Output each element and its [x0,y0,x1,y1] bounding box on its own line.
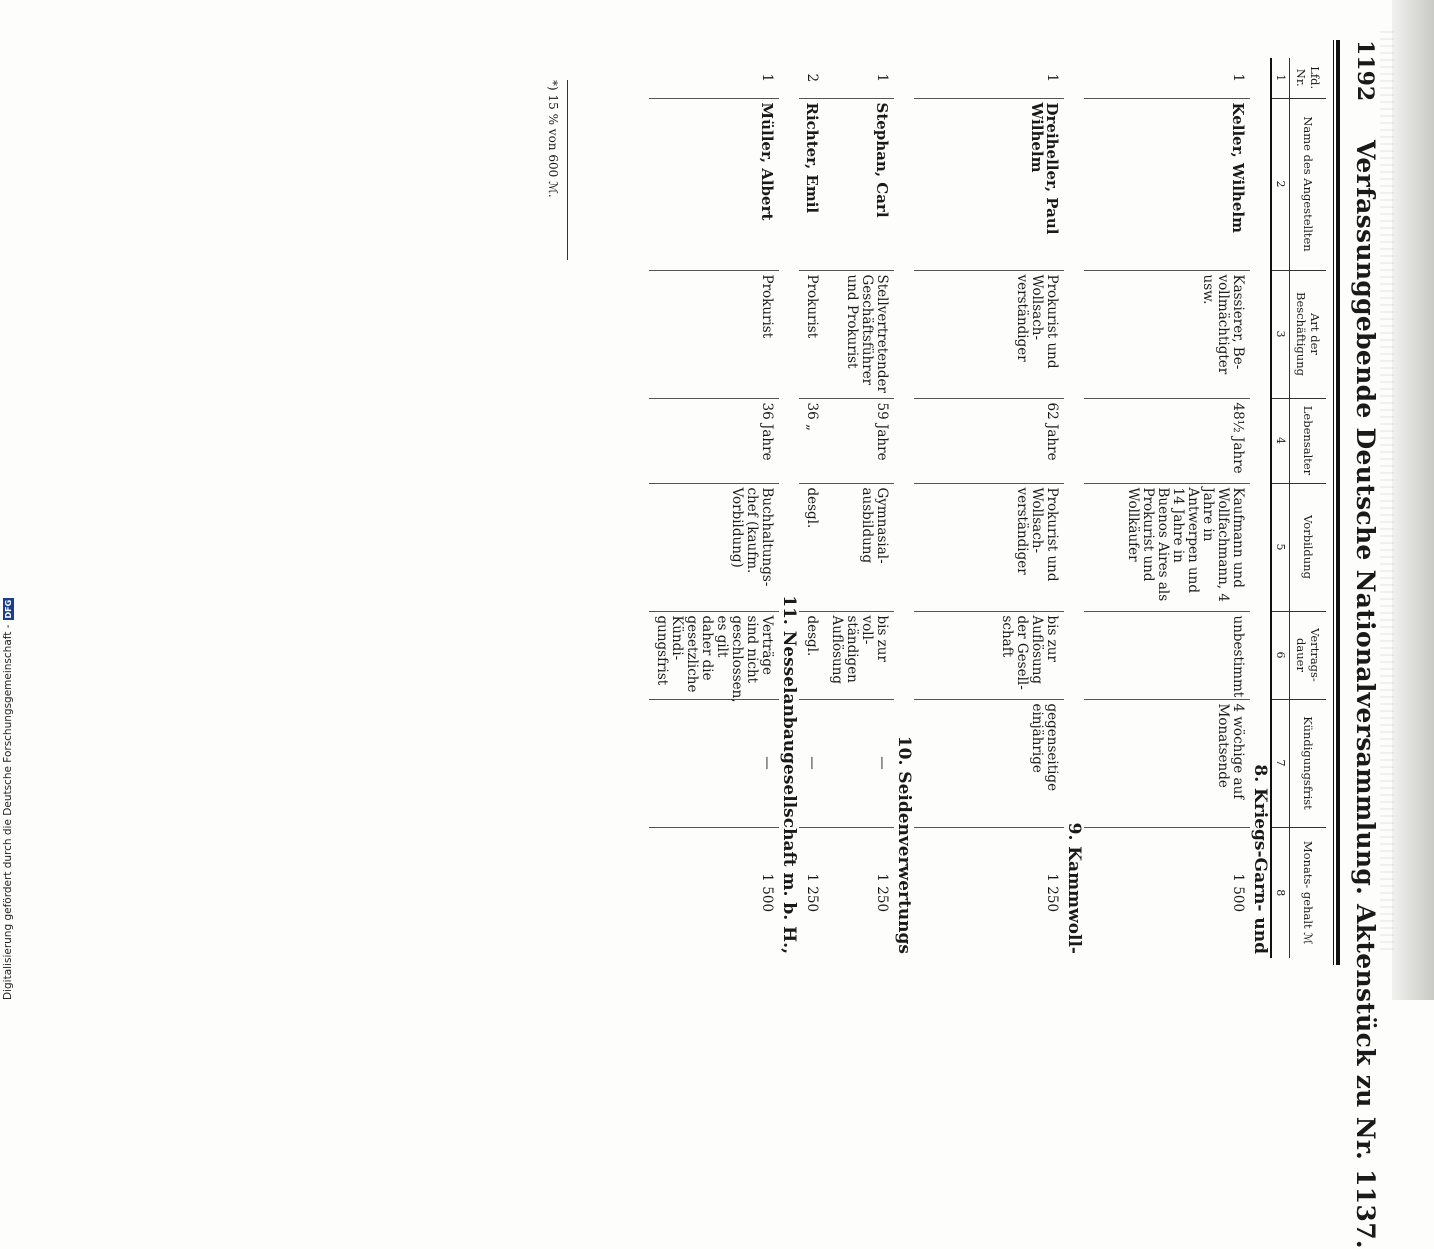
cell-alter: 59 Jahre [824,398,894,483]
table-row [824,58,894,958]
cell-name: Müller, Albert [649,98,779,270]
page-number: 1192 [1352,40,1378,102]
scan-edge [1392,0,1434,1000]
cell-nr: 1 [824,58,894,98]
cell-alter: 36 „ [799,398,824,483]
cell-nr: 2 [799,58,824,98]
header-frist: Kündigungsfrist [1290,699,1327,827]
colnum: 1 [1271,58,1290,98]
cell-art: Prokurist und Wollsach- verständiger [994,270,1064,398]
cell-frist: — [649,699,779,827]
colnum: 5 [1271,483,1290,611]
cell-nr: 1 [649,58,779,98]
cell-alter: 48½ Jahre [1120,398,1250,483]
cell-name: Richter, Emil [799,98,824,270]
cell-gehalt: 1 250 [1044,873,1060,913]
document-page [80,40,1380,1249]
header-gehalt: Monats- gehalt ℳ [1290,827,1327,958]
cell-name: Keller, Wilhelm [1120,98,1250,270]
cell-frist: — [824,699,894,827]
dfg-logo: DFG [4,599,13,619]
footnote-rule [567,80,568,260]
section-heading [779,58,799,958]
section-title: 11. Nesselanbaugesellschaft m. b. H., [779,595,799,954]
table-header [1290,58,1327,958]
column-numbers [1271,58,1290,958]
header-nr: Lfd. Nr. [1290,58,1327,98]
cell-art: Prokurist [649,270,779,398]
cell-gehalt: 1 250 [874,873,890,913]
section-heading [1250,58,1271,958]
cell-vorbildung: Kaufmann und Wollfachmann, 4 Jahre in Antwerpen und 14 Jahre in Buenos Aires als Prokurist und Wollkäufer [1120,483,1250,611]
cell-dauer: bis zur Auflösung der Gesell- schaft [994,611,1064,699]
cell-gehalt: 1 500 [1230,873,1246,913]
cell-art: Stellvertretender Geschäftsführer und Prokurist [824,270,894,398]
colnum: 4 [1271,398,1290,483]
cell-dauer: unbestimmt [1120,611,1250,699]
header-dauer: Vertrags- dauer [1290,611,1327,699]
colnum: 2 [1271,98,1290,270]
cell-frist: gegenseitige einjährige [994,699,1064,827]
title-rule-thin [1333,40,1334,965]
cell-art: Prokurist [799,270,824,398]
cell-vorbildung: desgl. [799,483,824,611]
cell-frist: — [799,699,824,827]
cell-nr: 1 [1120,58,1250,98]
colnum: 3 [1271,270,1290,398]
section-title: 9. Kammwoll- [1064,822,1084,954]
table-row [649,58,779,958]
table-row [1120,58,1250,958]
cell-dauer: desgl. [799,611,824,699]
footnote: *) 15 % von 600 ℳ. [546,80,560,198]
cell-name: Dreiheller, Paul Wilhelm [994,98,1064,270]
header-alter: Lebensalter [1290,398,1327,483]
cell-art: Kassierer, Be- vollmächtigter usw. [1120,270,1250,398]
cell-gehalt: 1 500 [759,873,775,913]
digitization-note [2,0,14,1000]
page-title: Verfassunggebende Deutsche Nationalversammlung. Aktenstück zu Nr. 1137. [1351,140,1380,1249]
table-row [799,58,824,958]
table-row [994,58,1064,958]
cell-gehalt: 1 250 [804,873,820,913]
cell-dauer: Verträge sind nicht geschlossen, es gilt daher die gesetzliche Kündi- gungsfrist [649,611,779,699]
cell-frist: 4 wöchige auf Monatsende [1120,699,1250,827]
staff-table [649,58,1326,958]
section-title: 10. Seidenverwertungs [894,735,914,954]
cell-dauer: bis zur voll- ständigen Auflösung [824,611,894,699]
cell-nr: 1 [994,58,1064,98]
cell-vorbildung: Prokurist und Wollsach- verständiger [994,483,1064,611]
colnum: 6 [1271,611,1290,699]
cell-alter: 62 Jahre [994,398,1064,483]
colnum: 7 [1271,699,1290,827]
cell-alter: 36 Jahre [649,398,779,483]
header-name: Name des Angestellten [1290,98,1327,270]
scan-noise [1380,30,1394,950]
header-art: Art der Beschäftigung [1290,270,1327,398]
cell-vorbildung: Buchhaltungs- chef (kaufm. Vorbildung) [649,483,779,611]
header-vorbildung: Vorbildung [1290,483,1327,611]
section-title: 8. Kriegs-Garn- und [1250,764,1270,954]
digitization-text: Digitalisierung gefördert durch die Deutsche Forschungsgemeinschaft - [2,624,14,1000]
cell-name: Stephan, Carl [824,98,894,270]
cell-vorbildung: Gymnasial- ausbildung [824,483,894,611]
colnum: 8 [1271,827,1290,958]
section-heading [894,58,914,958]
section-heading [1064,58,1084,958]
title-rule [1336,40,1340,965]
